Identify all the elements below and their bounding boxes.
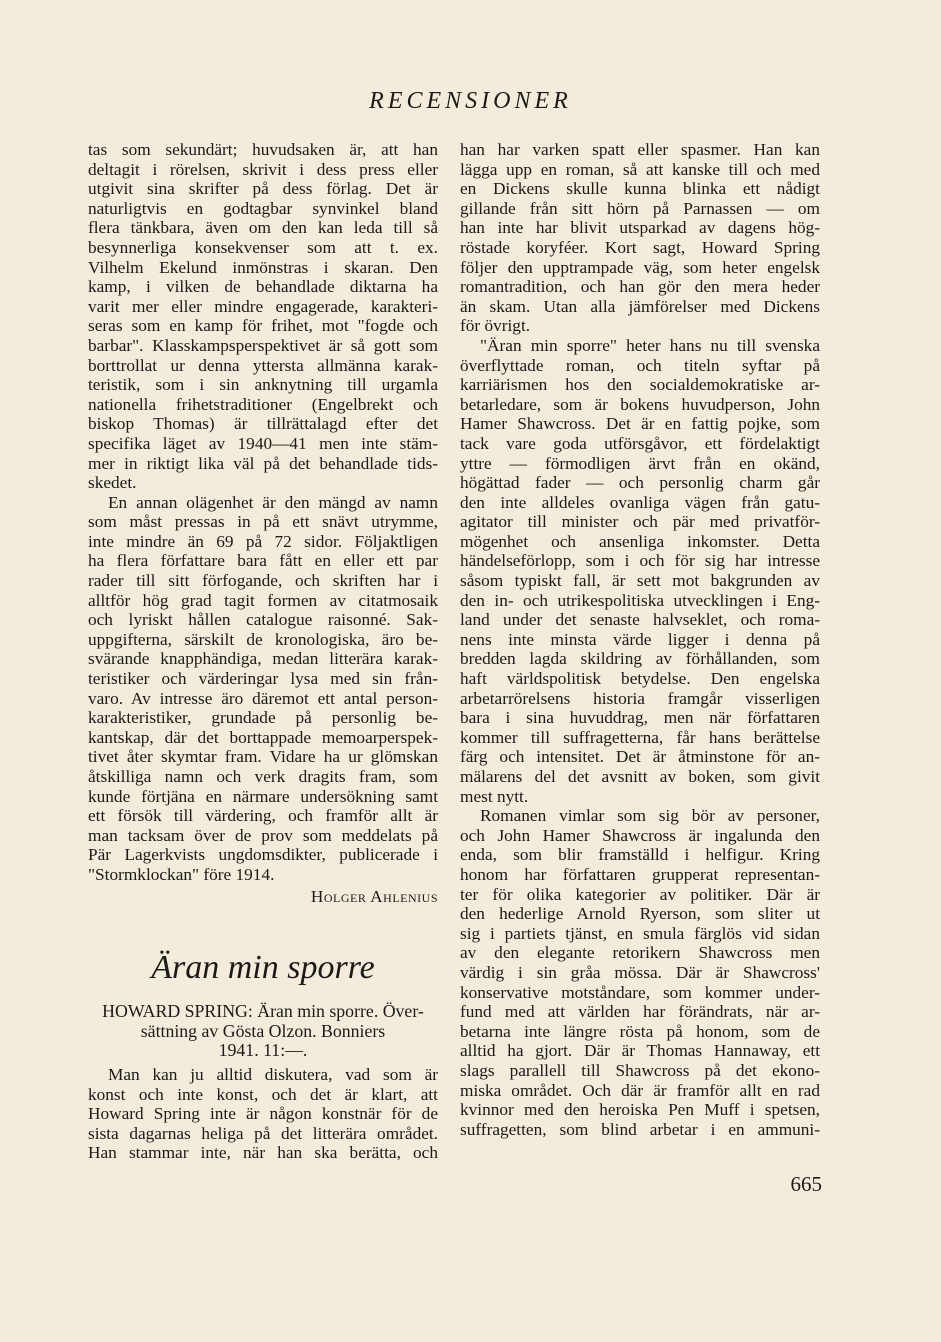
text-line: Han stammar inte, när han ska berätta, och <box>88 1143 438 1163</box>
text-line: alltid ha gjort. Där är Thomas Hannaway, ett <box>460 1041 820 1061</box>
text-line: åtskilliga namn och verk dragits fram, som <box>88 767 438 786</box>
text-line: tack vare goda utförsgåvor, ett fördelaktigt <box>460 433 820 453</box>
text-line: Howard Spring inte är någon konstnär för de <box>88 1104 438 1124</box>
text-line: värdig i sin gråa mössa. Där är Shawcross' <box>460 962 820 982</box>
text-line: honom har författaren grupperat representan- <box>460 864 820 884</box>
reviewer-signature: Holger Ahlenius <box>310 886 438 906</box>
text-line: Romanen vimlar som sig bör av personer, <box>480 806 820 826</box>
text-line: deltagit i rörelsen, skrivit i dess press eller <box>88 159 438 179</box>
text-line: följer den upptrampade väg, som heter engelsk <box>460 257 820 277</box>
text-line: han inte har blivit utsparkad av dagens hög- <box>460 218 820 238</box>
text-line: konservative motståndare, som kommer under- <box>460 982 820 1002</box>
text-line: bredden lagda skildring av förhållanden, som <box>460 649 820 669</box>
text-line: varit mer eller mindre engagerade, karakteri- <box>88 296 438 316</box>
text-line: specifika läget av 1940—41 men inte stäm- <box>88 433 438 453</box>
text-line: sista dagarnas heliga på det litterära området. <box>88 1123 438 1143</box>
text-line: "Stormklockan" före 1914. <box>88 864 275 884</box>
text-line: Hamer Shawcross. Det är en fattig pojke, som <box>460 414 820 434</box>
text-line: av den elegante retorikern Shawcross men <box>460 943 820 963</box>
text-line: och lyriskt hållen catalogue raisonné. Sak- <box>88 610 438 630</box>
text-line: besynnerliga konsekvenser som att t. ex. <box>88 237 438 257</box>
review-title: Äran min sporre <box>151 949 375 987</box>
second-paragraph <box>88 493 438 885</box>
text-line: högättad fader — och personlig charm går <box>460 473 820 493</box>
left-column <box>88 140 438 1163</box>
book-citation <box>88 1002 438 1061</box>
text-line: haft världspolitisk betydelse. Den engelska <box>460 669 820 689</box>
text-line: bara i sina huvuddrag, men när författaren <box>460 708 820 728</box>
text-line: överflyttade roman, och titeln syftar på <box>460 355 820 375</box>
text-line: händelseförlopp, som i och för sig har intresse <box>460 551 820 571</box>
text-line: mälarens del det avsnitt av boken, som givit <box>460 767 820 786</box>
text-line: för övrigt. <box>460 316 531 336</box>
text-line: svärande knapphändiga, medan litterära karak- <box>88 649 438 669</box>
text-line: miska området. Och där är framför allt en rad <box>460 1080 820 1100</box>
review-paragraph-3 <box>460 806 820 1139</box>
text-line: yttre — förmodligen ärvt från en okänd, <box>460 453 820 473</box>
continued-paragraph <box>88 140 438 493</box>
text-line: rader till sitt förfogande, och skriften har i <box>88 571 438 591</box>
text-line: skedet. <box>88 473 137 493</box>
text-line: slags parallell till Shawcross på det ekono- <box>460 1060 820 1080</box>
text-line: såsom typiskt fall, är sett mot bakgrunden av <box>460 571 820 591</box>
text-line: "Äran min sporre" heter hans nu till svenska <box>480 335 820 355</box>
text-line: nens inte minsta värde ligger i denna på <box>460 629 820 649</box>
text-line: än skam. Utan alla jämförelser med Dickens <box>460 296 820 316</box>
text-line: utgivit sina skrifter på dess förlag. Det är <box>88 179 438 199</box>
text-line: mer in riktigt lika väl på det behandlade tids- <box>88 453 438 473</box>
text-line: barbar". Klasskampsperspektivet är så gott som <box>88 335 438 355</box>
text-line: ett försök till värdering, och framför allt är <box>88 806 438 826</box>
text-line: nationella frihetstraditioner (Engelbrekt och <box>88 394 438 414</box>
review-opening <box>88 1065 438 1163</box>
text-line: karakteristiker, grundade på personlig be- <box>88 708 438 728</box>
text-line: biskop Thomas) är tillrättalagd efter det <box>88 414 438 434</box>
text-line: seras som en kamp för frihet, mot "fogde och <box>88 316 438 336</box>
text-line: agitator till minister och pär med privatför- <box>460 512 820 532</box>
text-line: han har varken spatt eller spasmer. Han kan <box>460 140 820 159</box>
text-line: En annan olägenhet är den mängd av namn <box>108 492 438 512</box>
text-line: Man kan ju alltid diskutera, vad som är <box>108 1064 438 1084</box>
text-line: alltför hög grad tagit formen av citatmosaik <box>88 590 438 610</box>
text-line: varo. Av intresse äro däremot ett antal person- <box>88 688 438 708</box>
text-line: Pär Lagerkvists ungdomsdikter, publicerade i <box>88 845 438 865</box>
text-line: land under det senaste halvseklet, och roma- <box>460 610 820 630</box>
text-line: den inte alldeles ovanliga vägen från gatu- <box>460 492 820 512</box>
text-line: tivet åter skymtar fram. Vidare ha ur glömskan <box>88 747 438 767</box>
text-line: färg och intensitet. Det är åtminstone för an- <box>460 747 820 767</box>
text-line: 1941. 11:—. <box>218 1040 308 1061</box>
text-line: man tacksam över de prov som meddelats på <box>88 825 438 845</box>
text-line: enda, som blir framställd i helfigur. Kring <box>460 845 820 865</box>
text-line: karriärismen hos den socialdemokratiske ar- <box>460 375 820 395</box>
text-line: kantskap, där det borttappade memoarperspek- <box>88 727 438 747</box>
text-line: kunde förtjäna en närmare undersökning samt <box>88 786 438 806</box>
text-line: betarna inte längre rösta på honom, som de <box>460 1021 820 1041</box>
text-line: uppgifterna, särskilt de kronologiska, äro be- <box>88 629 438 649</box>
text-line: gillande från sitt hörn på Parnassen — om <box>460 198 820 218</box>
text-line: mögenhet och ansenliga inkomster. Detta <box>460 531 820 551</box>
text-line: HOWARD SPRING: Äran min sporre. Över- <box>102 1001 424 1022</box>
text-line: naturligtvis en godtagbar synvinkel bland <box>88 198 438 218</box>
text-line: fund med att världen har förändrats, när ar- <box>460 1002 820 1022</box>
text-line: den in- och utrikespolitiska utvecklingen i Eng- <box>460 590 820 610</box>
text-line: som måst pressas in på ett snävt utrymme, <box>88 512 438 532</box>
text-line: Vilhelm Ekelund inmönstras i skaran. Den <box>88 257 438 277</box>
text-line: kommer till suffragetterna, får hans berättelse <box>460 727 820 747</box>
text-line: röstade koryféer. Kort sagt, Howard Spring <box>460 237 820 257</box>
text-line: teristiker och värderingar lysa med sin från- <box>88 669 438 689</box>
text-line: flera tänkbara, även om den kan leda till så <box>88 218 438 238</box>
page-number: 665 <box>790 1172 822 1196</box>
review-paragraph-2 <box>460 336 820 806</box>
text-line: arbetarrörelsens historia framgår visserligen <box>460 688 820 708</box>
text-line: romantradition, och han gör den mera heder <box>460 277 820 297</box>
text-line: inte mindre än 69 på 72 sidor. Följaktligen <box>88 531 438 551</box>
running-header: RECENSIONER <box>369 88 572 114</box>
text-line: mest nytt. <box>460 786 529 806</box>
text-line: betarledare, som är bokens huvudperson, John <box>460 394 820 414</box>
text-line: konst och inte konst, och det är klart, att <box>88 1084 438 1104</box>
text-line: sättning av Gösta Olzon. Bonniers <box>140 1020 386 1041</box>
text-line: kamp, i vilken de behandlade diktarna ha <box>88 277 438 297</box>
text-line: borttrollat ur denna yttersta allmänna karak- <box>88 355 438 375</box>
text-line: och John Hamer Shawcross är ingalunda den <box>460 825 820 845</box>
text-line: sig i partiets tjänst, en smula färglös vid sidan <box>460 923 820 943</box>
text-line: en Dickens skulle kunna blinka ett nådigt <box>460 179 820 199</box>
text-line: lägga upp en roman, så att kanske till och med <box>460 159 820 179</box>
review-paragraph-1 <box>460 140 820 336</box>
text-line: suffragetten, som blind arbetar i en ammuni- <box>460 1119 820 1139</box>
text-line: ter för olika kategorier av politiker. Där är <box>460 884 820 904</box>
text-line: ha flera författare bara fått en eller ett par <box>88 551 438 571</box>
right-column <box>460 140 820 1139</box>
text-line: den hederlige Arnold Ryerson, som sliter ut <box>460 904 820 924</box>
text-line: tas som sekundärt; huvudsaken är, att han <box>88 140 438 159</box>
text-line: teristik, som i sin anknytning till urgamla <box>88 375 438 395</box>
text-line: kvinnor med den heroiska Pen Muff i spetsen, <box>460 1100 820 1120</box>
